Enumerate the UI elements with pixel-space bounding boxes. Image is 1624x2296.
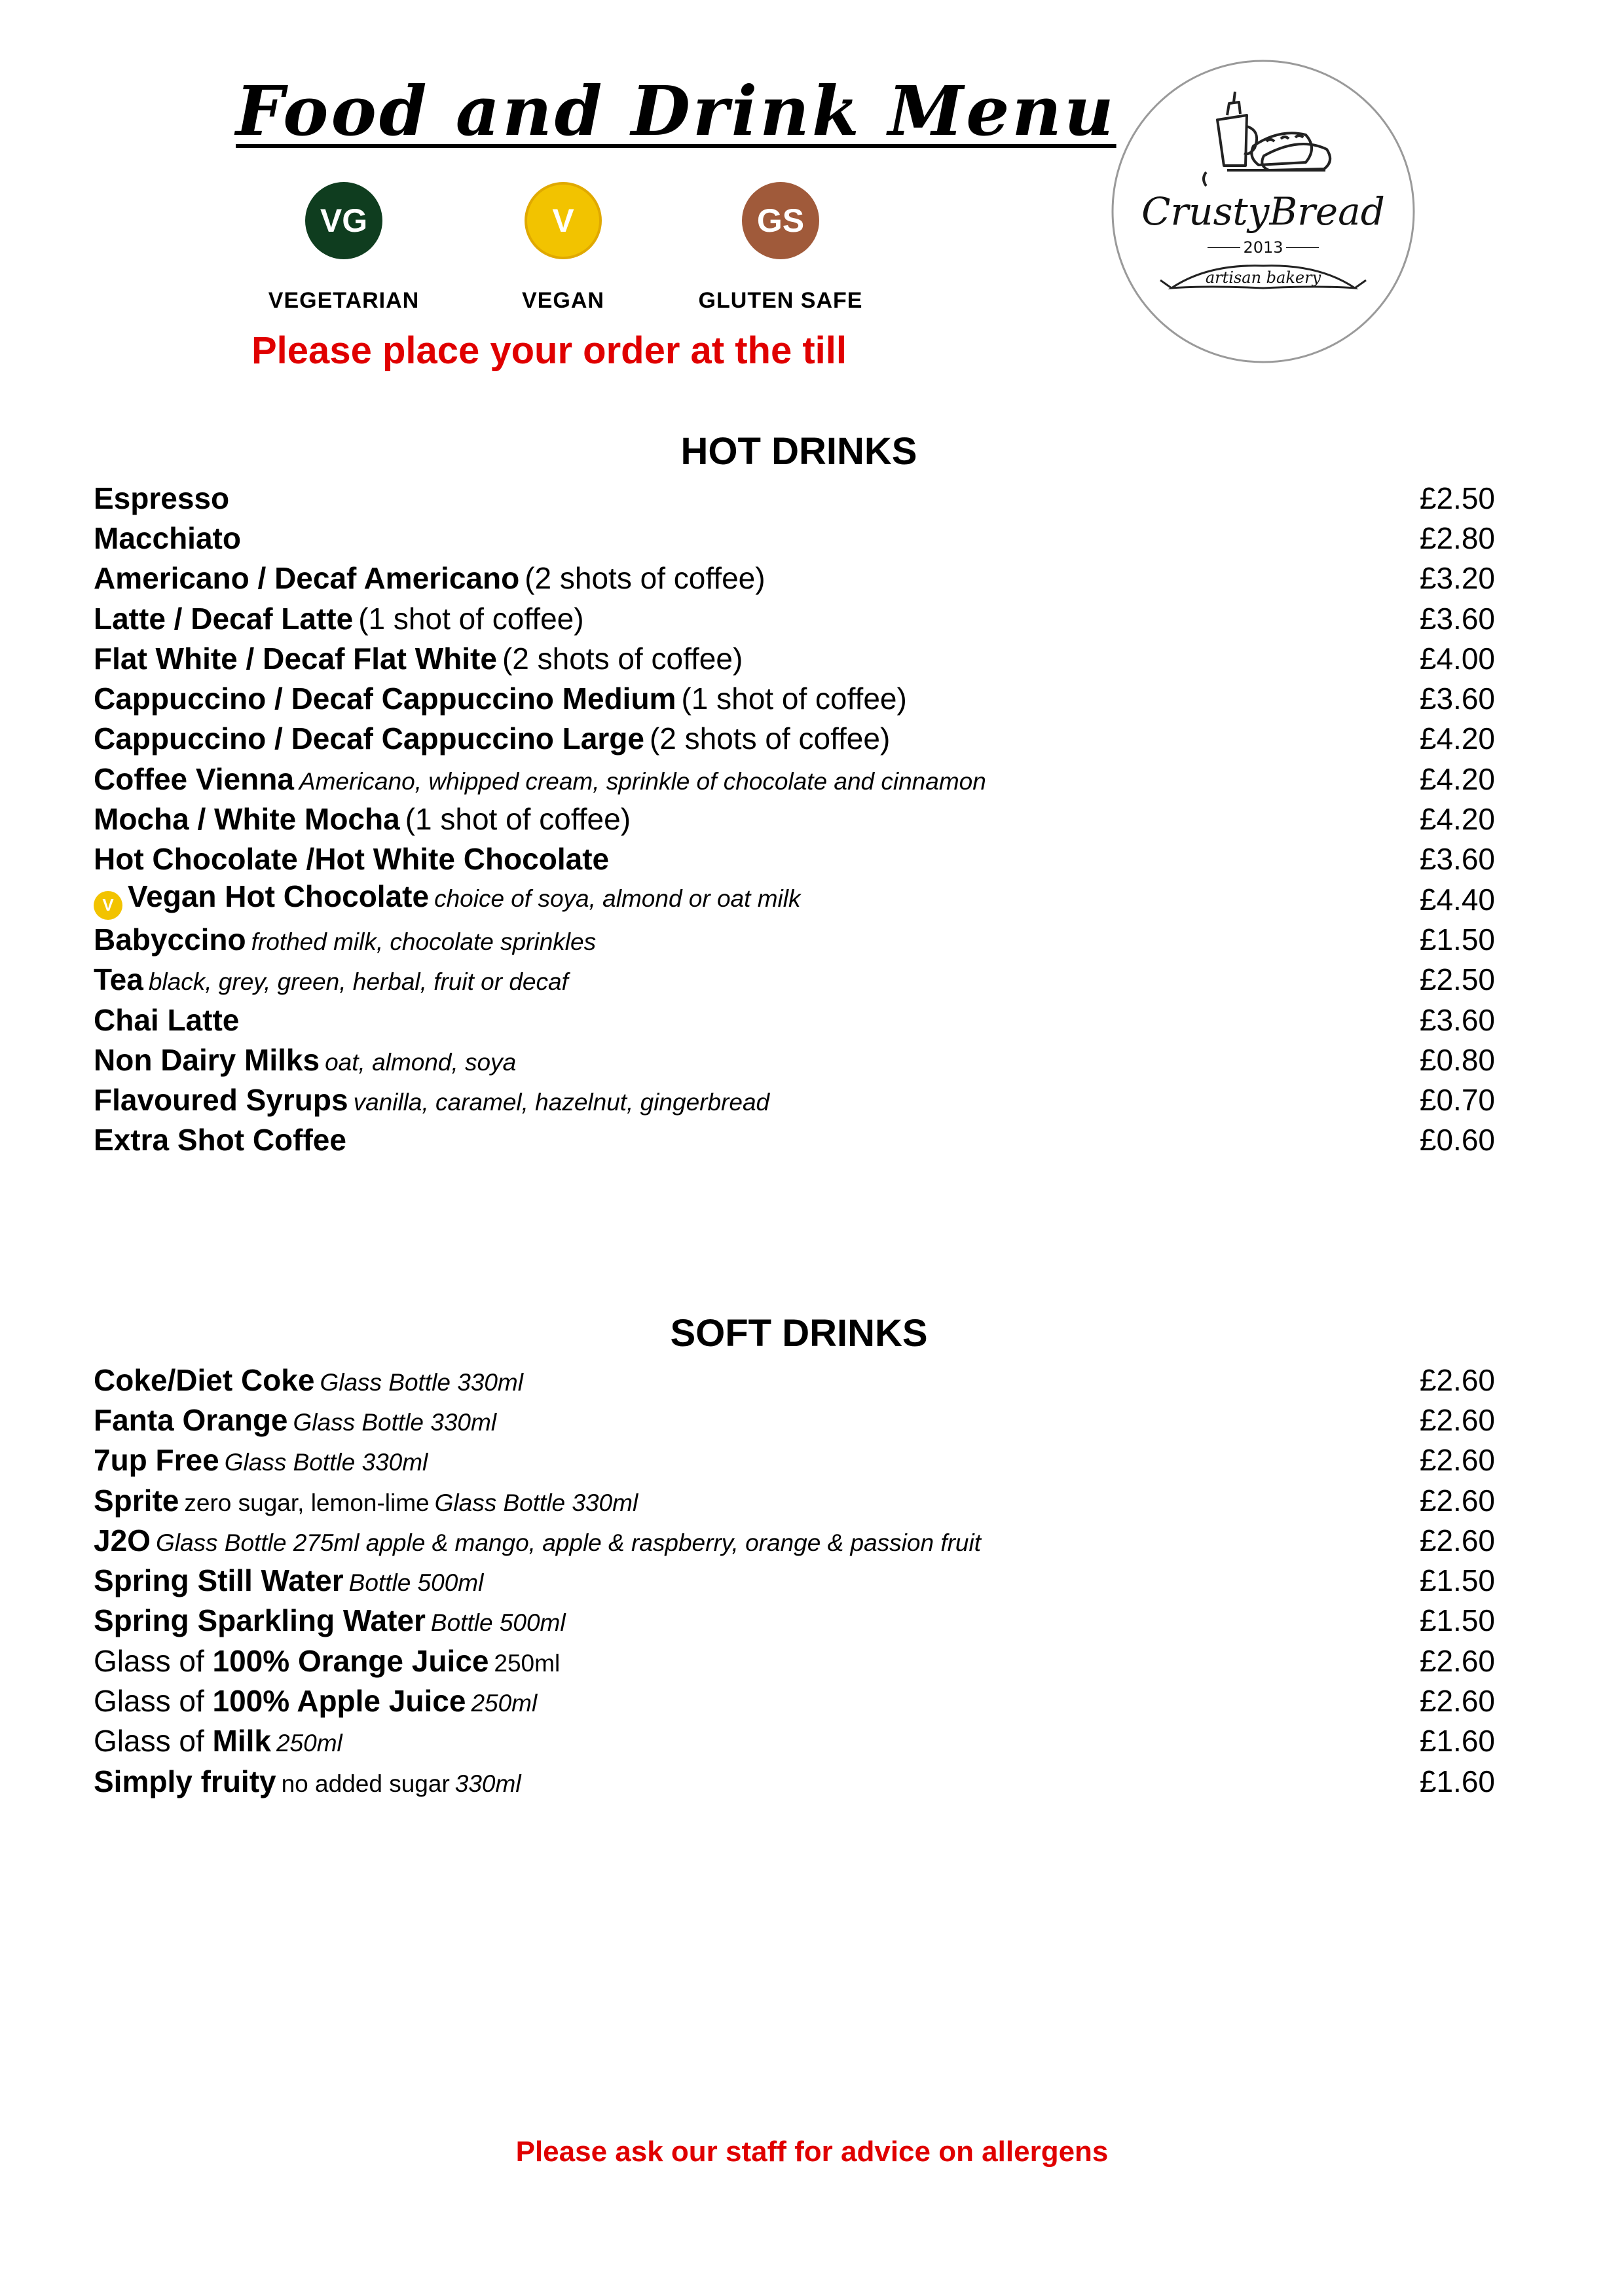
- hot-drinks-list: [94, 478, 1495, 1160]
- legend-vegan: [471, 182, 655, 314]
- menu-item: Latte / Decaf Latte (1 shot of coffee) £3.60: [94, 601, 1495, 636]
- legend-label: GLUTEN SAFE: [698, 288, 863, 313]
- menu-item: Simply fruity no added sugar 330ml £1.60: [94, 1764, 1495, 1798]
- menu-item: Babyccino frothed milk, chocolate sprinkles £1.50: [94, 922, 1495, 957]
- menu-item: Spring Sparkling Water Bottle 500ml £1.50: [94, 1603, 1495, 1638]
- menu-item: Chai Latte £3.60: [94, 1002, 1495, 1037]
- menu-item: Glass of Milk 250ml £1.60: [94, 1724, 1495, 1758]
- menu-item: Coffee Vienna Americano, whipped cream, sprinkle of chocolate and cinnamon £4.20: [94, 761, 1495, 796]
- menu-item: Cappuccino / Decaf Cappuccino Medium (1 shot of coffee) £3.60: [94, 682, 1495, 716]
- menu-item: Macchiato £2.80: [94, 520, 1495, 555]
- logo-year: 2013: [1243, 238, 1283, 257]
- legend-gluten-safe: [689, 182, 872, 314]
- menu-item: Glass of 100% Orange Juice 250ml £2.60: [94, 1643, 1495, 1678]
- menu-item: Non Dairy Milks oat, almond, soya £0.80: [94, 1042, 1495, 1077]
- menu-item: J2O Glass Bottle 275ml apple & mango, apple & raspberry, orange & passion fruit £2.60: [94, 1523, 1495, 1558]
- menu-item: Americano / Decaf Americano (2 shots of coffee) £3.20: [94, 561, 1495, 596]
- menu-title: Food and Drink Menu: [236, 71, 1116, 151]
- menu-item: Tea black, grey, green, herbal, fruit or decaf £2.50: [94, 962, 1495, 997]
- menu-item: Fanta Orange Glass Bottle 330ml £2.60: [94, 1402, 1495, 1437]
- legend-label: VEGETARIAN: [268, 288, 420, 313]
- allergen-notice: Please ask our staff for advice on allergens: [515, 2136, 1109, 2168]
- menu-item: Espresso £2.50: [94, 481, 1495, 515]
- legend-label: VEGAN: [522, 288, 604, 313]
- menu-item: Cappuccino / Decaf Cappuccino Large (2 shots of coffee) £4.20: [94, 721, 1495, 756]
- menu-item: Spring Still Water Bottle 500ml £1.50: [94, 1563, 1495, 1598]
- menu-item: Glass of 100% Apple Juice 250ml £2.60: [94, 1684, 1495, 1719]
- menu-item: Sprite zero sugar, lemon-lime Glass Bottle 330ml £2.60: [94, 1483, 1495, 1518]
- order-notice: Please place your order at the till: [251, 329, 847, 372]
- logo-wordmark: CrustyBread: [1141, 189, 1385, 234]
- menu-item: Flat White / Decaf Flat White (2 shots of coffee) £4.00: [94, 641, 1495, 676]
- menu-item: Mocha / White Mocha (1 shot of coffee) £4.20: [94, 802, 1495, 837]
- menu-item: Flavoured Syrups vanilla, caramel, hazelnut, gingerbread £0.70: [94, 1083, 1495, 1118]
- crusty-bread-logo: [1109, 58, 1417, 365]
- soft-drinks-list: [94, 1360, 1495, 1801]
- gluten-safe-icon: GS: [742, 182, 819, 259]
- vegan-icon: V: [94, 891, 122, 920]
- hot-drinks-heading: HOT DRINKS: [680, 430, 917, 473]
- menu-item: 7up Free Glass Bottle 330ml £2.60: [94, 1443, 1495, 1478]
- menu-item: V Vegan Hot Chocolate choice of soya, almond or oat milk £4.40: [94, 879, 1495, 919]
- menu-item: Hot Chocolate /Hot White Chocolate £3.60: [94, 842, 1495, 877]
- vegetarian-icon: VG: [305, 182, 382, 259]
- menu-item: Extra Shot Coffee £0.60: [94, 1123, 1495, 1157]
- soft-drinks-heading: SOFT DRINKS: [670, 1312, 928, 1355]
- logo-tagline: artisan bakery: [1205, 268, 1321, 287]
- menu-item: Coke/Diet Coke Glass Bottle 330ml £2.60: [94, 1362, 1495, 1397]
- vegan-icon: V: [525, 182, 602, 259]
- legend-vegetarian: [252, 182, 435, 314]
